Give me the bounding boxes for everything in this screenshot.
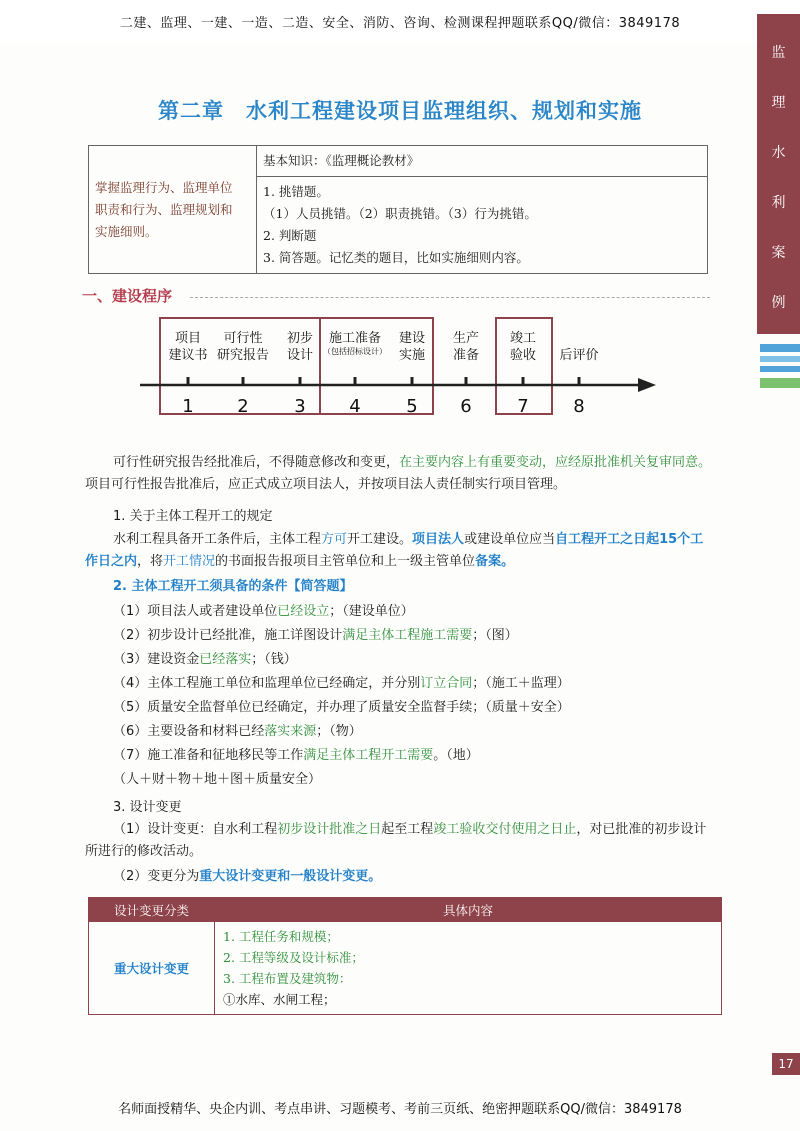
design-change-definition: （1）设计变更：自水利工程初步设计批准之日起至工程竣工验收交付使用之日止，对已批准的初步设计所进行的修改活动。 bbox=[85, 822, 707, 859]
stage-label: 生产 bbox=[452, 331, 480, 346]
stage-label: 建议书 bbox=[168, 348, 208, 363]
subheading-commencement-rules: 1. 关于主体工程开工的规定 bbox=[113, 509, 273, 524]
row-label: 重大设计变更 bbox=[89, 922, 215, 1015]
stage-number: 1 bbox=[182, 396, 194, 417]
side-tab-char: 例 bbox=[771, 295, 786, 311]
subheading-commencement-conditions: 2. 主体工程开工须具备的条件【简答题】 bbox=[113, 579, 353, 594]
stage-number: 6 bbox=[460, 396, 472, 417]
stage-label: 实施 bbox=[398, 348, 426, 363]
stage-label: 竣工 bbox=[509, 331, 537, 346]
stage-label: 可行性 bbox=[223, 331, 263, 346]
stage-label: 后评价 bbox=[559, 348, 599, 363]
stage-number: 2 bbox=[237, 396, 249, 417]
stage-label: 验收 bbox=[509, 348, 537, 363]
row-content: 1. 工程任务和规模； 2. 工程等级及设计标准； 3. 工程布置及建筑物： ①水库、水闸工程； bbox=[215, 922, 722, 1015]
side-stripe bbox=[760, 356, 800, 362]
stage-number: 4 bbox=[349, 396, 361, 417]
header-contact-text: 二建、监理、一建、一造、二造、安全、消防、咨询、检测课程押题联系QQ/微信：3849178 bbox=[119, 16, 681, 31]
side-stripe bbox=[760, 378, 800, 388]
section-heading: 一、建设程序 bbox=[82, 287, 173, 305]
column-header: 设计变更分类 bbox=[89, 898, 215, 922]
side-tab-char: 水 bbox=[771, 145, 786, 161]
commencement-paragraph: 水利工程具备开工条件后，主体工程方可开工建设。项目法人或建设单位应当自工程开工之日起15个工作日之内，将开工情况的书面报告报项目主管单位和上一级主管单位备案。 bbox=[85, 532, 704, 569]
side-tab-char: 监 bbox=[771, 45, 786, 61]
condition-item: （4）主体工程施工单位和监理单位已经确定，并分别订立合同；（施工＋监理） bbox=[113, 676, 570, 691]
side-tab-char: 利 bbox=[771, 195, 786, 211]
side-tab-char: 理 bbox=[771, 95, 786, 111]
section-divider bbox=[190, 297, 710, 298]
condition-summary: （人＋财＋物＋地＋图＋质量安全） bbox=[113, 772, 322, 787]
stage-label: （包括招标设计） bbox=[323, 347, 387, 356]
stage-label: 施工准备 bbox=[328, 331, 382, 346]
design-change-types: （2）变更分为重大设计变更和一般设计变更。 bbox=[113, 869, 382, 884]
stage-label: 初步 bbox=[286, 331, 314, 346]
condition-item: （2）初步设计已经批准，施工详图设计满足主体工程施工需要；（图） bbox=[113, 628, 518, 643]
condition-item: （6）主要设备和材料已经落实来源；（物） bbox=[113, 724, 362, 739]
condition-item: （7）施工准备和征地移民等工作满足主体工程开工需要。（地） bbox=[113, 748, 479, 763]
subheading-design-change: 3. 设计变更 bbox=[113, 800, 182, 815]
stage-number: 3 bbox=[294, 396, 306, 417]
side-stripe bbox=[760, 344, 800, 352]
summary-basis: 基本知识：《监理概论教材》 bbox=[257, 146, 708, 177]
chapter-title: 第二章 水利工程建设项目监理组织、规划和实施 bbox=[158, 99, 642, 123]
side-tab-char: 案 bbox=[771, 245, 786, 261]
stage-number: 5 bbox=[406, 396, 418, 417]
condition-item: （3）建设资金已经落实；（钱） bbox=[113, 652, 297, 667]
feasibility-paragraph: 可行性研究报告经批准后，不得随意修改和变更，在主要内容上有重要变动，应经原批准机关复审同意。项目可行性报告批准后，应正式成立项目法人，并按项目法人责任制实行项目管理。 bbox=[85, 455, 712, 492]
column-header: 具体内容 bbox=[215, 898, 722, 922]
stage-number: 8 bbox=[573, 396, 585, 417]
arrow-head-icon bbox=[638, 378, 656, 392]
summary-objective: 掌握监理行为、监理单位 职责和行为、监理规划和 实施细则。 bbox=[89, 146, 257, 274]
summary-question-types: 1. 挑错题。 （1）人员挑错。（2）职责挑错。（3）行为挑错。 2. 判断题 3. 简答题。记忆类的题目，比如实施细则内容。 bbox=[257, 177, 708, 274]
footer-contact-text: 名师面授精华、央企内训、考点串讲、习题模考、考前三页纸、绝密押题联系QQ/微信：3849178 bbox=[118, 1102, 682, 1117]
side-stripe bbox=[760, 366, 800, 372]
stage-label: 项目 bbox=[174, 331, 202, 346]
condition-item: （1）项目法人或者建设单位已经设立；（建设单位） bbox=[113, 604, 414, 619]
design-change-table bbox=[88, 897, 722, 1015]
stage-label: 建设 bbox=[398, 331, 426, 346]
stage-label: 研究报告 bbox=[216, 348, 270, 363]
condition-item: （5）质量安全监督单位已经确定，并办理了质量安全监督手续；（质量＋安全） bbox=[113, 700, 570, 715]
stage-label: 准备 bbox=[452, 348, 480, 363]
side-chapter-tab bbox=[757, 14, 800, 334]
stage-number: 7 bbox=[517, 396, 529, 417]
summary-table bbox=[88, 145, 708, 274]
page-number: 17 bbox=[772, 1053, 800, 1075]
stage-label: 设计 bbox=[286, 348, 314, 363]
construction-timeline bbox=[130, 314, 660, 419]
